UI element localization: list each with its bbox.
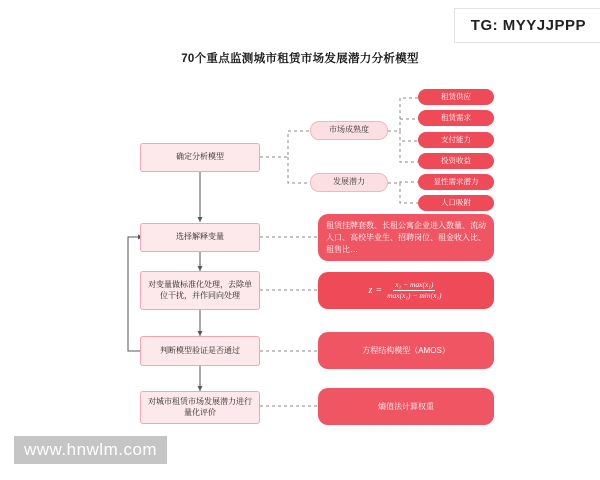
indicator-explicit-demand-potential[interactable]: 显性需求潜力 <box>418 174 494 190</box>
page-title: 70个重点监测城市租赁市场发展潜力分析模型 <box>181 53 419 65</box>
formula-equals: = <box>375 284 383 296</box>
tg-badge: TG: MYYJJPPP <box>454 8 600 43</box>
flow-node-4[interactable]: 判断模型验证是否通过 <box>140 336 260 366</box>
variables-box[interactable]: 租赁挂牌套数、长租公寓企业进入数量、流动人口、高校毕业生、招聘岗位、租金收入比、租售比… <box>318 214 494 261</box>
flow-node-3[interactable]: 对变量做标准化处理，去除单位干扰，并作同向处理 <box>140 271 260 310</box>
flow-node-5[interactable]: 对城市租赁市场发展潜力进行量化评价 <box>140 391 260 424</box>
weight-box[interactable]: 熵值法计算权重 <box>318 388 494 425</box>
indicator-rental-demand[interactable]: 租赁需求 <box>418 110 494 126</box>
indicator-payment-ability[interactable]: 支付能力 <box>418 132 494 148</box>
model-box[interactable]: 方程结构模型（AMOS） <box>318 332 494 369</box>
formula-expression <box>368 281 443 301</box>
indicator-rental-supply[interactable]: 租赁供应 <box>418 89 494 105</box>
formula-lhs: z <box>368 284 373 296</box>
mid-node-development-potential[interactable]: 发展潜力 <box>310 173 388 192</box>
flow-node-2[interactable]: 选择解释变量 <box>140 223 260 252</box>
formula-numerator: x₁ − max(x₁) <box>393 281 435 291</box>
watermark: www.hnwlm.com <box>14 436 167 464</box>
mid-node-market-maturity[interactable]: 市场成熟度 <box>310 121 388 140</box>
formula-denominator: max(x₁) − min(x₁) <box>387 291 442 300</box>
formula-box[interactable] <box>318 272 494 309</box>
formula-fraction <box>385 281 443 301</box>
indicator-investment-return[interactable]: 投资收益 <box>418 153 494 169</box>
flow-node-1[interactable]: 确定分析模型 <box>140 143 260 172</box>
indicator-population-attraction[interactable]: 人口吸附 <box>418 195 494 211</box>
